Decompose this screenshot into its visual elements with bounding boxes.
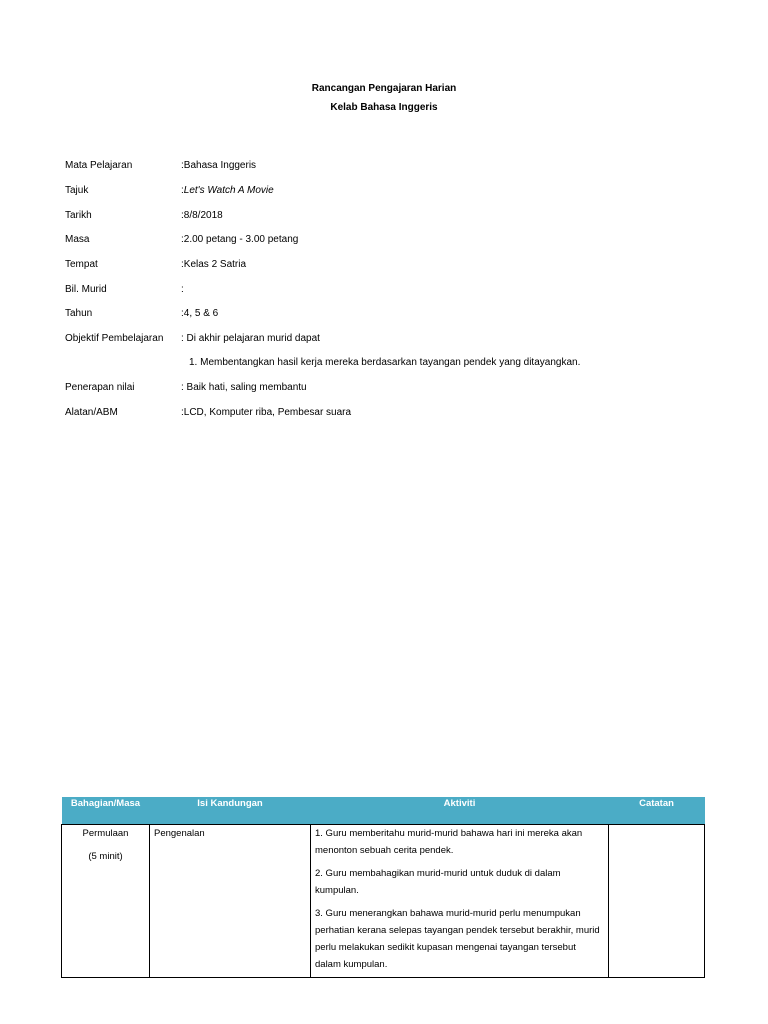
tools-value: :LCD, Komputer riba, Pembesar suara <box>181 407 352 418</box>
time-value: :2.00 petang - 3.00 petang <box>181 234 299 245</box>
header-section: Bahagian/Masa <box>62 797 150 825</box>
section-cell <box>62 825 150 978</box>
section-duration: (5 minit) <box>88 851 123 862</box>
activity-item: 2. Guru membahagikan murid-murid untuk duduk di dalam kumpulan. <box>315 868 561 896</box>
date-label: Tarikh <box>65 210 92 221</box>
header-notes: Catatan <box>609 797 705 825</box>
activity-item: 3. Guru menerangkan bahawa murid-murid perlu menumpukan perhatian kerana selepas tayangan pendek tersebut berakhir, murid perlu melakukan sedikit kupasan mengenai tayangan tersebut dalam kumpulan. <box>315 908 600 970</box>
time-label: Masa <box>65 234 90 245</box>
activity-cell <box>311 825 609 978</box>
objective-label: Objektif Pembelajaran <box>65 333 164 344</box>
lesson-table <box>61 797 705 978</box>
tools-label: Alatan/ABM <box>65 407 118 418</box>
place-label: Tempat <box>65 259 98 270</box>
content-cell: Pengenalan <box>150 825 311 978</box>
topic-colon: : <box>181 185 184 196</box>
topic-value: Let's Watch A Movie <box>183 185 274 196</box>
activity-item: 1. Guru memberitahu murid-murid bahawa hari ini mereka akan menonton sebuah cerita pendek. <box>315 828 583 856</box>
topic-value-wrap <box>181 184 274 198</box>
year-value: :4, 5 & 6 <box>181 308 219 319</box>
topic-label: Tajuk <box>65 185 89 196</box>
date-value: :8/8/2018 <box>181 210 223 221</box>
subject-value: :Bahasa Inggeris <box>181 160 257 171</box>
year-label: Tahun <box>65 308 93 319</box>
section-name: Permulaan <box>82 828 129 839</box>
subject-label: Mata Pelajaran <box>65 160 133 171</box>
place-value: :Kelas 2 Satria <box>181 259 247 270</box>
document-subtitle: Kelab Bahasa Inggeris <box>330 102 438 113</box>
notes-cell <box>609 825 705 978</box>
students-label: Bil. Murid <box>65 284 107 295</box>
header-content: Isi Kandungan <box>150 797 311 825</box>
objective-item: 1. Membentangkan hasil kerja mereka berdasarkan tayangan pendek yang ditayangkan. <box>189 357 581 368</box>
table-row <box>62 825 705 978</box>
table-header-row <box>62 797 705 825</box>
document-title: Rancangan Pengajaran Harian <box>311 83 457 94</box>
values-label: Penerapan nilai <box>65 382 135 393</box>
header-activity: Aktiviti <box>311 797 609 825</box>
students-value: : <box>181 284 184 295</box>
objective-value: : Di akhir pelajaran murid dapat <box>181 333 320 344</box>
values-value: : Baik hati, saling membantu <box>181 382 307 393</box>
